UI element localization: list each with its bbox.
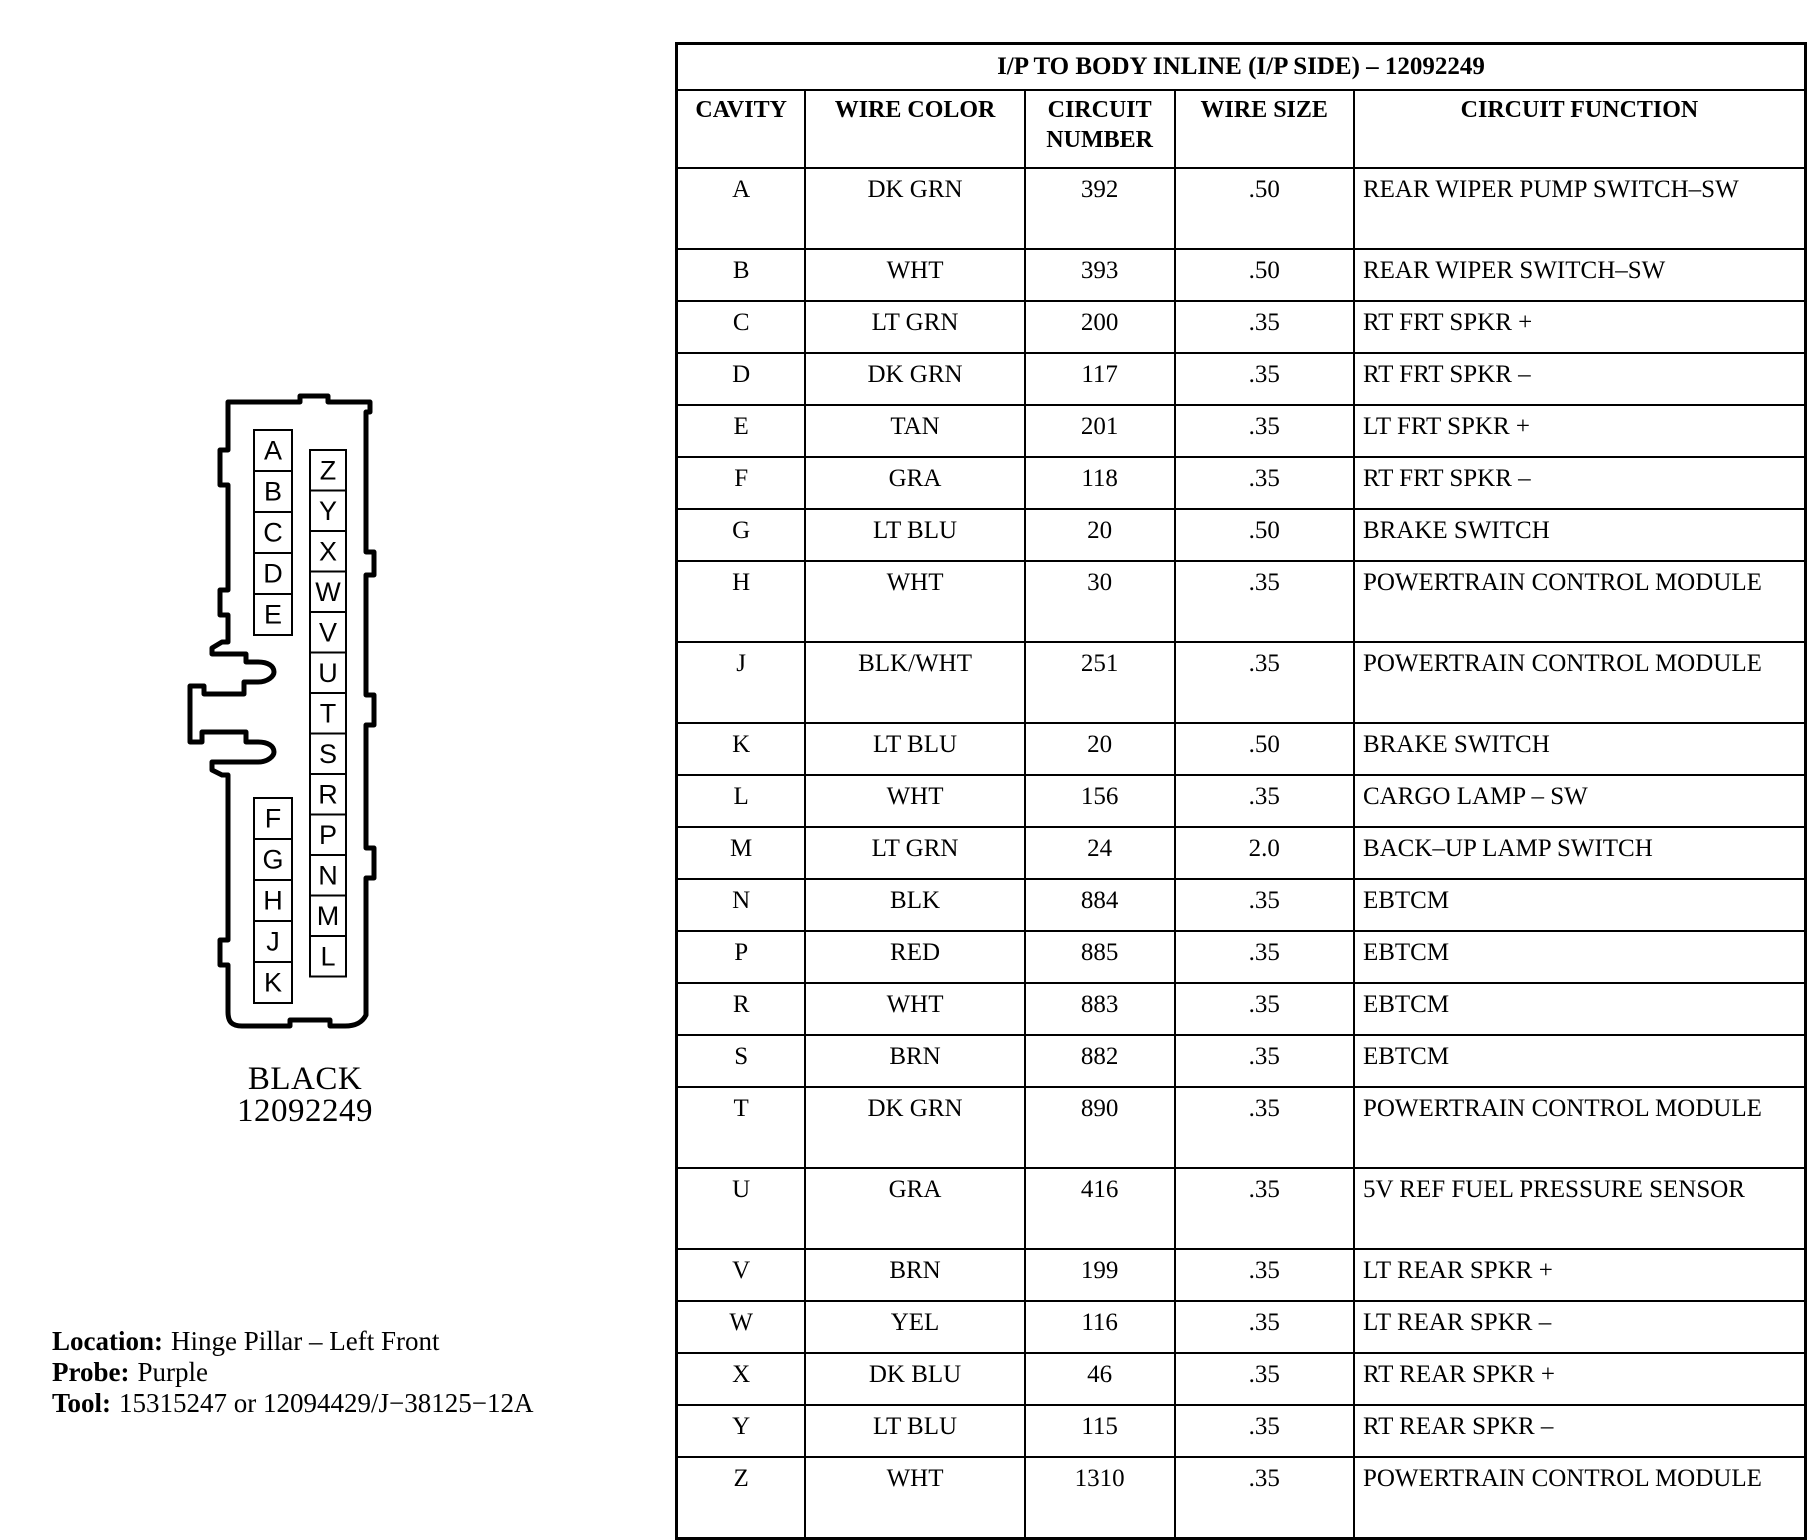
cell-wire-size: .35 <box>1175 301 1354 353</box>
header-cavity: CAVITY <box>677 90 806 168</box>
cell-wire-color: DK GRN <box>805 353 1024 405</box>
cell-wire-color: BLK/WHT <box>805 642 1024 723</box>
cell-circuit-function: RT FRT SPKR – <box>1354 457 1806 509</box>
tool-label: Tool: <box>52 1388 112 1418</box>
cell-circuit-number: 20 <box>1025 723 1175 775</box>
cell-cavity: Y <box>677 1405 806 1457</box>
table-row <box>677 775 1806 827</box>
cavity-letter: Y <box>318 495 338 526</box>
cell-wire-size: 2.0 <box>1175 827 1354 879</box>
cell-circuit-function: LT FRT SPKR + <box>1354 405 1806 457</box>
cell-wire-size: .35 <box>1175 1168 1354 1249</box>
table-row <box>677 879 1806 931</box>
cell-cavity: E <box>677 405 806 457</box>
table-row <box>677 983 1806 1035</box>
location-line <box>52 1326 439 1356</box>
cell-wire-color: YEL <box>805 1301 1024 1353</box>
cell-circuit-function: BACK–UP LAMP SWITCH <box>1354 827 1806 879</box>
cell-circuit-function: RT REAR SPKR – <box>1354 1405 1806 1457</box>
cell-wire-size: .35 <box>1175 879 1354 931</box>
cell-cavity: W <box>677 1301 806 1353</box>
cell-wire-color: LT BLU <box>805 723 1024 775</box>
cell-wire-color: GRA <box>805 457 1024 509</box>
cell-cavity: S <box>677 1035 806 1087</box>
connector-part-number: 12092249 <box>237 1093 373 1129</box>
cell-circuit-function: POWERTRAIN CONTROL MODULE <box>1354 561 1806 642</box>
cell-wire-color: LT BLU <box>805 509 1024 561</box>
cell-circuit-function: CARGO LAMP – SW <box>1354 775 1806 827</box>
tool-value: 15315247 or 12094429/J−38125−12A <box>119 1388 534 1418</box>
cell-circuit-function: BRAKE SWITCH <box>1354 723 1806 775</box>
header-circuit-number: CIRCUIT NUMBER <box>1025 90 1175 168</box>
cavity-letter: T <box>319 698 337 729</box>
cell-circuit-number: 116 <box>1025 1301 1175 1353</box>
cell-cavity: B <box>677 249 806 301</box>
table-row <box>677 509 1806 561</box>
cell-circuit-function: EBTCM <box>1354 931 1806 983</box>
cell-wire-size: .35 <box>1175 1087 1354 1168</box>
cavity-letter: R <box>318 779 338 810</box>
cell-circuit-number: 884 <box>1025 879 1175 931</box>
cell-circuit-function: EBTCM <box>1354 1035 1806 1087</box>
cavity-letter: M <box>316 900 340 931</box>
cell-cavity: N <box>677 879 806 931</box>
cell-circuit-function: BRAKE SWITCH <box>1354 509 1806 561</box>
cavity-letter: P <box>318 819 338 850</box>
cell-wire-color: WHT <box>805 983 1024 1035</box>
cell-wire-size: .35 <box>1175 457 1354 509</box>
location-value: Hinge Pillar – Left Front <box>171 1326 440 1356</box>
cavity-letter: C <box>263 517 283 548</box>
cell-circuit-number: 30 <box>1025 561 1175 642</box>
connector-color-label: BLACK <box>247 1061 363 1097</box>
cell-cavity: T <box>677 1087 806 1168</box>
cell-wire-color: RED <box>805 931 1024 983</box>
cell-circuit-function: RT FRT SPKR + <box>1354 301 1806 353</box>
cell-circuit-function: POWERTRAIN CONTROL MODULE <box>1354 642 1806 723</box>
cavity-letter: X <box>318 536 338 567</box>
connector-diagram <box>0 0 560 1060</box>
table-row <box>677 1353 1806 1405</box>
cell-wire-color: DK GRN <box>805 1087 1024 1168</box>
cell-wire-size: .35 <box>1175 775 1354 827</box>
cavity-letter: W <box>315 576 341 607</box>
cell-circuit-number: 416 <box>1025 1168 1175 1249</box>
table-row <box>677 457 1806 509</box>
cell-circuit-number: 199 <box>1025 1249 1175 1301</box>
cavity-group-right <box>310 450 346 977</box>
cavity-letter: V <box>318 617 338 648</box>
cell-wire-size: .50 <box>1175 249 1354 301</box>
cell-circuit-function: EBTCM <box>1354 879 1806 931</box>
cell-circuit-number: 46 <box>1025 1353 1175 1405</box>
pinout-table <box>675 42 1807 1540</box>
table-row <box>677 168 1806 249</box>
cell-cavity: D <box>677 353 806 405</box>
cavity-letter: F <box>264 803 282 834</box>
cell-cavity: C <box>677 301 806 353</box>
table-row <box>677 353 1806 405</box>
cell-cavity: A <box>677 168 806 249</box>
table-row <box>677 827 1806 879</box>
cavity-letter: K <box>263 967 283 998</box>
cell-wire-size: .35 <box>1175 1353 1354 1405</box>
table-row <box>677 1457 1806 1539</box>
cell-circuit-number: 885 <box>1025 931 1175 983</box>
table-row <box>677 301 1806 353</box>
table-row <box>677 723 1806 775</box>
cell-circuit-number: 1310 <box>1025 1457 1175 1539</box>
cell-circuit-function: 5V REF FUEL PRESSURE SENSOR <box>1354 1168 1806 1249</box>
probe-value: Purple <box>137 1357 208 1387</box>
table-row <box>677 1087 1806 1168</box>
cell-wire-color: DK GRN <box>805 168 1024 249</box>
cell-cavity: K <box>677 723 806 775</box>
cavity-group-left-upper <box>254 430 292 635</box>
cell-circuit-number: 24 <box>1025 827 1175 879</box>
cell-wire-size: .35 <box>1175 1249 1354 1301</box>
cavity-letter: E <box>263 599 283 630</box>
cavity-letter: S <box>318 738 338 769</box>
cell-wire-color: WHT <box>805 775 1024 827</box>
cavity-letter: A <box>263 435 283 466</box>
cell-circuit-number: 883 <box>1025 983 1175 1035</box>
probe-label: Probe: <box>52 1357 130 1387</box>
cavity-letter: L <box>320 941 336 972</box>
table-row <box>677 1405 1806 1457</box>
cell-circuit-number: 20 <box>1025 509 1175 561</box>
cavity-letter: U <box>318 657 338 688</box>
cell-circuit-number: 890 <box>1025 1087 1175 1168</box>
cell-circuit-function: EBTCM <box>1354 983 1806 1035</box>
cell-wire-size: .50 <box>1175 723 1354 775</box>
cell-circuit-function: REAR WIPER PUMP SWITCH–SW <box>1354 168 1806 249</box>
cell-cavity: P <box>677 931 806 983</box>
table-row <box>677 1035 1806 1087</box>
cavity-letter: J <box>266 926 280 957</box>
cell-wire-size: .35 <box>1175 983 1354 1035</box>
cell-cavity: U <box>677 1168 806 1249</box>
cell-cavity: H <box>677 561 806 642</box>
cell-circuit-function: POWERTRAIN CONTROL MODULE <box>1354 1087 1806 1168</box>
table-body <box>677 168 1806 1539</box>
cell-wire-color: LT BLU <box>805 1405 1024 1457</box>
cavity-letter: N <box>318 860 338 891</box>
cell-wire-color: BRN <box>805 1035 1024 1087</box>
cavity-letter: D <box>263 558 283 589</box>
cell-wire-color: BRN <box>805 1249 1024 1301</box>
table-title: I/P TO BODY INLINE (I/P SIDE) – 12092249 <box>677 44 1806 91</box>
cell-circuit-function: LT REAR SPKR + <box>1354 1249 1806 1301</box>
tool-line <box>52 1388 533 1418</box>
cell-circuit-number: 117 <box>1025 353 1175 405</box>
cell-wire-size: .35 <box>1175 1301 1354 1353</box>
cell-wire-size: .50 <box>1175 168 1354 249</box>
cell-wire-color: LT GRN <box>805 301 1024 353</box>
cell-wire-size: .35 <box>1175 1035 1354 1087</box>
table-row <box>677 642 1806 723</box>
table-row <box>677 931 1806 983</box>
cell-wire-size: .35 <box>1175 405 1354 457</box>
table-row <box>677 1249 1806 1301</box>
header-wire-size: WIRE SIZE <box>1175 90 1354 168</box>
cell-wire-size: .35 <box>1175 1457 1354 1539</box>
cell-circuit-number: 200 <box>1025 301 1175 353</box>
cavity-letter: G <box>262 844 284 875</box>
cell-circuit-function: LT REAR SPKR – <box>1354 1301 1806 1353</box>
cell-cavity: J <box>677 642 806 723</box>
cell-circuit-function: POWERTRAIN CONTROL MODULE <box>1354 1457 1806 1539</box>
cell-cavity: M <box>677 827 806 879</box>
table-row <box>677 1168 1806 1249</box>
cell-circuit-function: RT FRT SPKR – <box>1354 353 1806 405</box>
cell-wire-color: DK BLU <box>805 1353 1024 1405</box>
cell-wire-size: .50 <box>1175 509 1354 561</box>
cell-circuit-number: 201 <box>1025 405 1175 457</box>
cavity-letter: H <box>263 885 283 916</box>
cell-cavity: L <box>677 775 806 827</box>
cell-cavity: F <box>677 457 806 509</box>
cell-wire-size: .35 <box>1175 642 1354 723</box>
location-label: Location: <box>52 1326 163 1356</box>
table-row <box>677 249 1806 301</box>
header-wire-color: WIRE COLOR <box>805 90 1024 168</box>
cell-circuit-number: 156 <box>1025 775 1175 827</box>
cell-wire-size: .35 <box>1175 931 1354 983</box>
cell-wire-color: LT GRN <box>805 827 1024 879</box>
cell-circuit-number: 393 <box>1025 249 1175 301</box>
cell-wire-color: WHT <box>805 249 1024 301</box>
cell-circuit-number: 392 <box>1025 168 1175 249</box>
cell-wire-color: WHT <box>805 1457 1024 1539</box>
cell-wire-size: .35 <box>1175 353 1354 405</box>
cell-wire-color: TAN <box>805 405 1024 457</box>
cell-circuit-function: RT REAR SPKR + <box>1354 1353 1806 1405</box>
cell-circuit-function: REAR WIPER SWITCH–SW <box>1354 249 1806 301</box>
cell-wire-color: BLK <box>805 879 1024 931</box>
cell-cavity: R <box>677 983 806 1035</box>
cell-cavity: V <box>677 1249 806 1301</box>
probe-line <box>52 1357 208 1387</box>
cavity-letter: B <box>263 476 283 507</box>
cell-circuit-number: 251 <box>1025 642 1175 723</box>
cell-wire-color: GRA <box>805 1168 1024 1249</box>
cell-cavity: Z <box>677 1457 806 1539</box>
cell-wire-color: WHT <box>805 561 1024 642</box>
cell-cavity: G <box>677 509 806 561</box>
table-row <box>677 561 1806 642</box>
cell-circuit-number: 118 <box>1025 457 1175 509</box>
cavity-group-left-lower <box>254 798 292 1003</box>
cell-cavity: X <box>677 1353 806 1405</box>
cell-circuit-number: 115 <box>1025 1405 1175 1457</box>
cell-circuit-number: 882 <box>1025 1035 1175 1087</box>
cavity-letter: Z <box>319 455 337 486</box>
table-row <box>677 1301 1806 1353</box>
table-row <box>677 405 1806 457</box>
cell-wire-size: .35 <box>1175 1405 1354 1457</box>
cell-wire-size: .35 <box>1175 561 1354 642</box>
header-circuit-function: CIRCUIT FUNCTION <box>1354 90 1806 168</box>
